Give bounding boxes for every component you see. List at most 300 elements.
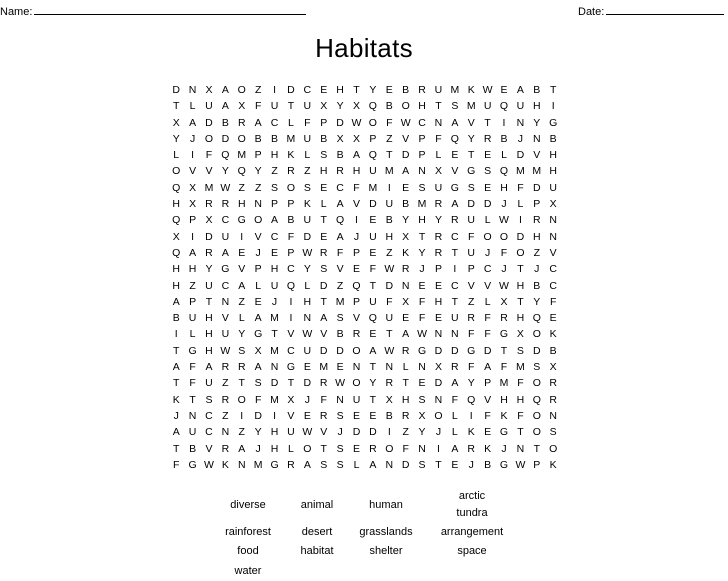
grid-letter: A [369,344,377,357]
grid-letter: E [434,279,442,292]
grid-letter: H [516,279,525,292]
grid-letter: D [303,230,312,243]
grid-letter: D [221,132,230,145]
grid-letter: M [270,393,279,406]
grid-letter: A [254,312,262,325]
grid-letter: P [254,263,262,276]
grid-letter: Q [532,393,541,406]
grid-letter: T [172,100,180,113]
grid-letter: Z [533,246,540,259]
grid-letter: H [385,230,394,243]
grid-letter: E [254,295,262,308]
grid-letter: X [189,198,197,211]
grid-letter: X [549,198,557,211]
grid-letter: P [287,198,295,211]
grid-letter: X [402,295,410,308]
grid-letter: A [172,295,180,308]
grid-letter: Z [271,165,278,178]
grid-letter: O [237,132,246,145]
grid-letter: M [466,100,476,113]
grid-letter: D [467,198,476,211]
grid-letter: L [304,149,311,162]
grid-letter: S [549,426,557,439]
grid-letter: N [549,214,557,227]
grid-letter: K [402,246,410,259]
grid-letter: S [336,458,344,471]
grid-letter: E [369,328,377,341]
grid-letter: N [237,458,246,471]
grid-letter: I [453,263,457,276]
grid-letter: G [450,181,459,194]
grid-letter: U [270,279,279,292]
grid-letter: J [534,263,540,276]
grid-letter: M [335,295,345,308]
grid-letter: A [451,377,459,390]
grid-letter: V [254,230,262,243]
grid-letter: T [369,393,377,406]
grid-letter: Y [254,426,262,439]
grid-letter: X [352,100,360,113]
grid-letter: O [532,426,541,439]
grid-letter: A [221,100,229,113]
grid-letter: F [468,328,475,341]
grid-letter: N [549,409,557,422]
grid-letter: G [499,328,509,341]
grid-letter: N [188,409,197,422]
grid-letter: I [551,100,555,113]
grid-letter: Z [189,279,196,292]
grid-letter: B [287,214,295,227]
grid-letter: U [369,295,377,308]
grid-letter: F [402,442,409,455]
grid-letter: S [320,263,328,276]
grid-letter: L [189,328,196,341]
grid-letter: R [401,409,410,422]
grid-letter: J [435,426,442,439]
grid-letter: Q [368,312,377,325]
grid-letter: D [270,377,279,390]
grid-letter: J [353,230,360,243]
grid-letter: O [368,116,377,129]
grid-letter: X [205,214,213,227]
grid-letter: P [189,295,197,308]
grid-letter: X [254,344,262,357]
grid-letter: L [501,149,507,162]
grid-letter: K [287,149,295,162]
grid-letter: M [319,361,329,374]
grid-letter: B [221,116,229,129]
grid-letter: R [221,393,230,406]
grid-letter: L [484,295,491,308]
grid-letter: T [468,149,475,162]
grid-letter: B [336,328,344,341]
grid-letter: V [484,393,492,406]
grid-letter: L [451,426,458,439]
grid-letter: P [352,246,360,259]
grid-letter: J [173,409,179,422]
grid-letter: I [289,312,293,325]
grid-letter: W [515,458,526,471]
grid-letter: N [418,165,426,178]
grid-letter: U [369,230,377,243]
grid-letter: E [402,181,410,194]
grid-letter: B [549,132,557,145]
grid-letter: F [386,116,393,129]
grid-letter: I [240,409,244,422]
grid-letter: E [500,84,508,96]
grid-letter: B [254,132,262,145]
name-label: Name: [0,6,33,18]
grid-letter: H [418,214,426,227]
grid-letter: R [205,246,213,259]
grid-letter: H [205,312,213,325]
grid-letter: Z [254,84,262,96]
grid-letter: O [237,84,246,96]
grid-letter: J [484,246,491,259]
grid-letter: C [303,84,312,96]
grid-letter: L [255,279,262,292]
grid-letter: B [402,84,410,96]
grid-letter: F [418,295,426,308]
grid-letter: T [172,442,180,455]
grid-letter: R [237,116,246,129]
grid-letter: L [288,116,294,129]
grid-letter: A [336,230,344,243]
grid-letter: U [451,312,459,325]
grid-letter: N [385,361,394,374]
grid-letter: U [483,100,492,113]
grid-letter: E [434,312,442,325]
grid-letter: A [336,198,344,211]
word-item: food [237,545,259,557]
grid-letter: J [501,263,507,276]
grid-letter: Y [172,132,180,145]
grid-letter: A [221,84,229,96]
grid-letter: M [253,458,263,471]
grid-letter: V [336,263,344,276]
grid-letter: O [401,100,410,113]
grid-letter: B [320,132,328,145]
grid-letter: S [238,344,246,357]
grid-letter: C [287,344,295,357]
grid-letter: I [355,214,358,227]
grid-letter: P [533,458,541,471]
grid-letter: K [549,458,557,471]
grid-letter: A [451,198,459,211]
grid-letter: Y [434,214,442,227]
grid-letter: F [304,116,311,129]
grid-letter: E [484,426,492,439]
grid-letter: G [467,344,476,357]
grid-letter: T [287,100,295,113]
grid-letter: U [270,100,279,113]
grid-letter: V [467,279,475,292]
grid-letter: V [320,426,328,439]
grid-letter: Q [532,312,541,325]
grid-letter: N [221,295,230,308]
grid-letter: R [319,377,328,390]
grid-letter: H [500,393,508,406]
grid-letter: Z [254,181,262,194]
grid-letter: T [500,344,508,357]
grid-letter: X [205,84,213,96]
grid-letter: Y [402,214,410,227]
grid-letter: G [499,458,509,471]
word-item: arrangement [440,526,504,538]
grid-letter: T [189,393,196,406]
grid-letter: I [273,84,276,96]
grid-letter: N [385,458,394,471]
grid-letter: D [516,230,525,243]
grid-letter: J [517,132,524,145]
grid-letter: L [517,198,524,211]
grid-letter: N [516,116,525,129]
grid-letter: Q [450,132,459,145]
grid-letter: R [434,230,443,243]
grid-letter: T [172,377,180,390]
grid-letter: S [418,181,426,194]
grid-letter: S [205,393,213,406]
grid-letter: V [549,246,557,259]
grid-letter: M [204,181,214,194]
grid-letter: R [549,393,557,406]
grid-letter: J [468,458,474,471]
grid-letter: F [320,393,327,406]
grid-letter: E [549,312,557,325]
grid-letter: Z [386,132,393,145]
grid-letter: N [516,442,525,455]
grid-letter: A [402,328,410,341]
grid-letter: R [434,246,443,259]
grid-letter: M [450,84,460,96]
grid-letter: T [517,426,524,439]
grid-letter: B [385,214,393,227]
grid-letter: B [385,409,393,422]
grid-letter: X [336,132,344,145]
grid-letter: P [434,263,442,276]
grid-letter: S [303,181,311,194]
grid-letter: S [336,409,344,422]
word-item: rainforest [225,526,271,538]
grid-letter: W [335,377,346,390]
grid-letter: T [484,116,491,129]
grid-letter: R [237,361,246,374]
grid-letter: T [205,295,213,308]
grid-letter: S [336,442,344,455]
grid-letter: F [189,377,196,390]
grid-letter: R [418,84,426,96]
grid-letter: O [352,344,361,357]
grid-letter: P [271,198,279,211]
grid-letter: G [254,328,263,341]
grid-letter: C [549,263,557,276]
grid-letter: L [173,149,180,162]
grid-letter: G [188,344,197,357]
grid-letter: Z [402,426,409,439]
grid-letter: S [418,458,426,471]
grid-letter: E [238,246,246,259]
word-item: tundra [456,507,488,519]
grid-letter: H [270,442,279,455]
grid-letter: K [484,442,492,455]
grid-letter: F [484,328,491,341]
grid-letter: F [189,361,196,374]
grid-letter: G [188,458,197,471]
grid-letter: P [533,198,541,211]
grid-letter: S [320,458,328,471]
grid-letter: F [435,132,442,145]
page-title: Habitats [315,33,413,63]
grid-letter: Q [368,149,377,162]
grid-letter: D [205,116,213,129]
grid-letter: B [533,279,541,292]
grid-letter: Q [352,279,361,292]
grid-letter: J [271,295,278,308]
grid-letter: E [418,377,426,390]
grid-letter: R [336,165,344,178]
grid-letter: F [386,295,393,308]
grid-letter: U [434,84,443,96]
grid-letter: B [189,442,197,455]
grid-letter: V [352,198,360,211]
grid-letter: C [336,181,344,194]
grid-letter: A [320,312,328,325]
grid-letter: R [352,328,361,341]
grid-letter: P [418,149,426,162]
grid-letter: U [287,426,295,439]
grid-letter: T [418,230,426,243]
grid-letter: M [286,132,296,145]
grid-letter: O [434,409,443,422]
grid-letter: R [467,312,476,325]
grid-letter: Y [336,100,344,113]
grid-letter: U [434,181,443,194]
grid-letter: B [385,100,393,113]
grid-letter: T [271,328,278,341]
grid-letter: X [172,230,180,243]
grid-letter: N [532,132,541,145]
grid-letter: V [205,165,213,178]
grid-letter: I [174,328,178,341]
grid-letter: R [221,198,230,211]
grid-letter: A [238,442,246,455]
grid-letter: Z [222,409,229,422]
grid-letter: M [532,165,542,178]
grid-letter: S [254,377,262,390]
grid-letter: K [172,393,180,406]
grid-letter: S [320,149,328,162]
grid-letter: H [172,279,180,292]
grid-letter: T [320,442,327,455]
grid-letter: I [191,230,195,243]
grid-letter: D [451,344,459,357]
grid-letter: N [352,361,361,374]
grid-letter: M [237,149,247,162]
grid-letter: R [221,361,230,374]
grid-letter: Y [221,165,229,178]
grid-letter: E [385,84,393,96]
grid-letter: U [221,328,230,341]
grid-letter: A [172,426,180,439]
grid-letter: X [385,393,393,406]
grid-letter: V [467,116,475,129]
grid-letter: T [320,295,327,308]
grid-letter: L [402,361,409,374]
grid-letter: U [303,132,312,145]
grid-letter: F [484,312,491,325]
word-item: water [234,565,262,577]
grid-letter: V [189,165,197,178]
grid-letter: Y [369,84,377,96]
word-item: human [369,499,403,511]
grid-letter: V [205,442,213,455]
grid-letter: J [304,393,310,406]
grid-letter: D [319,344,328,357]
grid-letter: H [270,149,279,162]
grid-letter: O [499,230,509,243]
grid-letter: F [468,361,475,374]
grid-letter: N [303,312,312,325]
grid-letter: H [319,165,328,178]
grid-letter: Q [172,181,181,194]
grid-letter: Q [172,246,181,259]
grid-letter: H [270,263,279,276]
grid-letter: M [270,344,279,357]
grid-letter: K [303,198,311,211]
grid-letter: A [352,149,360,162]
grid-letter: W [384,263,395,276]
grid-letter: O [303,442,312,455]
grid-letter: N [188,84,197,96]
grid-letter: A [303,458,311,471]
grid-letter: F [336,246,344,259]
grid-letter: Z [468,295,475,308]
grid-letter: G [237,214,246,227]
grid-letter: E [320,181,328,194]
grid-letter: W [499,279,509,292]
grid-letter: C [270,116,279,129]
grid-letter: Y [533,295,541,308]
grid-letter: L [238,312,245,325]
grid-letter: Y [418,426,426,439]
grid-letter: F [468,230,475,243]
grid-letter: L [451,409,458,422]
grid-letter: M [384,165,394,178]
grid-letter: Y [467,377,475,390]
grid-letter: O [352,377,361,390]
grid-letter: R [500,312,508,325]
grid-letter: B [172,312,180,325]
grid-letter: H [303,295,312,308]
grid-letter: R [319,409,328,422]
grid-letter: I [469,409,473,422]
grid-letter: J [501,442,507,455]
grid-letter: V [402,132,410,145]
grid-letter: O [516,246,525,259]
grid-letter: K [500,409,508,422]
grid-letter: U [467,214,476,227]
grid-letter: H [188,263,197,276]
grid-letter: C [221,279,230,292]
grid-letter: X [320,100,328,113]
grid-letter: G [467,165,476,178]
grid-letter: H [418,100,426,113]
grid-letter: Z [386,246,393,259]
grid-letter: Y [303,263,311,276]
grid-letter: M [516,361,525,374]
grid-letter: C [451,230,459,243]
grid-letter: F [451,393,459,406]
